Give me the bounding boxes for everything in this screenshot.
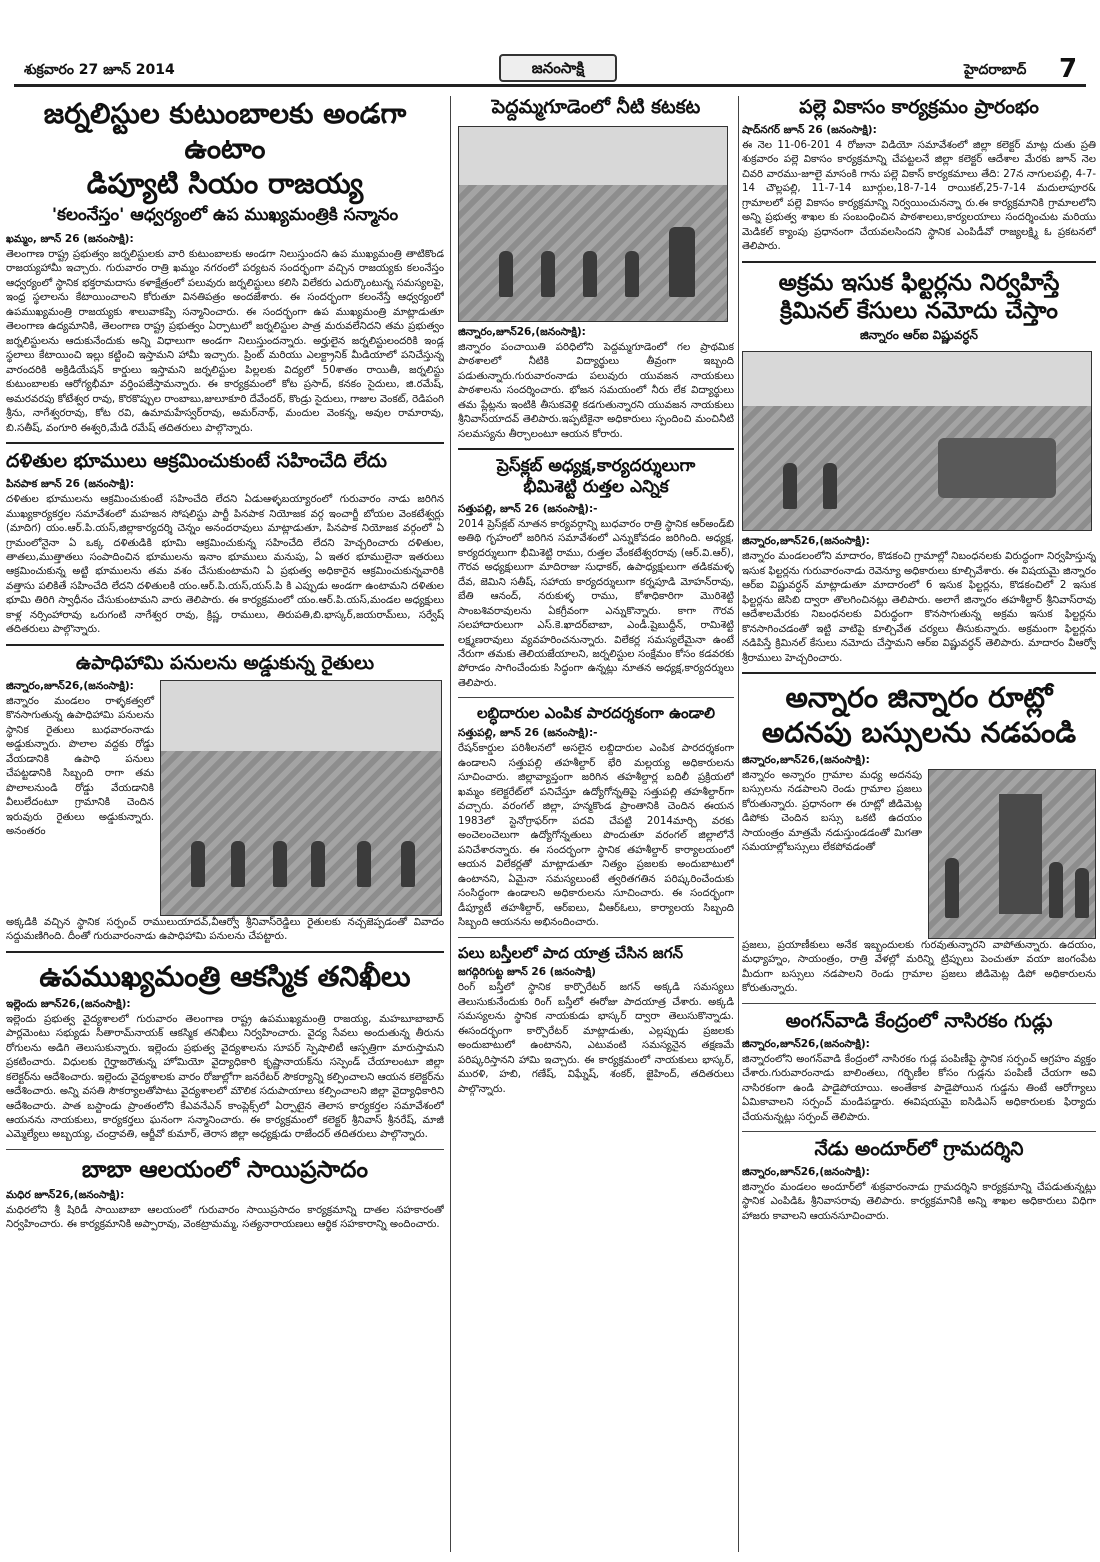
subheadline: 'కలంనేస్తం' ఆధ్వర్యంలో ఉప ముఖ్యమంత్రికి సన్మానం <box>51 205 399 225</box>
headline: భీమిశెట్టి రుత్తల ఎన్నిక <box>523 477 669 498</box>
article-sand-filters <box>742 261 1096 666</box>
dateline: సత్తుపల్లి, జూన్ 26 (జనంసాక్షి):- <box>458 727 598 740</box>
dateline: షాద్‌నగర్ జూన్ 26 (జనంసాక్షి): <box>742 123 877 136</box>
headline: ప్రెస్‌క్లబ్ అధ్యక్ష,కార్యదర్శులుగా <box>496 456 696 477</box>
article-body: అక్కడికి వచ్చిన స్థానిక సర్పంచ్ రాములుయాదవ్,వీఆర్వో శ్రీనివాస్‌రెడ్డిలు రైతులకు నచ్చజెప్పడంతో వివాదం సద్దుమణిగింది. దీంతో గురువారంనాడు ఉపాధిహామి పనులను చేపట్టారు. <box>6 916 444 943</box>
column-divider <box>450 96 451 1552</box>
headline: పెద్దమ్మగూడెంలో నీటి కటకట <box>491 96 701 118</box>
headline: ఉపాధిహామి పనులను అడ్డుకున్న రైతులు <box>75 651 375 674</box>
dateline: జిన్నారం,జూన్26,(జనంసాక్షి): <box>458 325 586 338</box>
dateline: జిన్నారం,జూన్26,(జనంసాక్షి): <box>742 1037 870 1050</box>
article-farmers-block <box>6 644 444 945</box>
field-workers-photo <box>160 680 442 916</box>
article-body: ఇల్లెందు ప్రభుత్వ వైద్యశాలలో గురువారం తెలంగాణ రాష్ట్ర ఉపముఖ్యమంత్రి రాజయ్య, మహబూబాబాద్ పార్లమెంటు సభ్యుడు సీతారామ్‌నాయక్ ఆకస్మిక తనిఖీలు నిర్వహించారు. వైద్య సేవలు అందుతున్న తీరును రోగులను అడిగి తెలుసుకున్నారు. ఇల్లెందు ప్రభుత్వ వైద్యశాలను సూపర్ స్పెషాలిటీ ఆస్పత్రిగా మారుస్తామని ప్రకటించారు. విధులకు గైర్హాజరౌతున్న హోమియో వైద్యాధికారి కృష్ణానాయక్‌ను సస్పెండ్ చేయాలంటూ జిల్లా కలెక్టర్‌ను ఆదేశించారు. ఇల్లెందు వైద్యశాలకు వారం రోజుల్లోగా జనరేటర్ సౌకర్యాన్ని కల్పించాలని ఆయన కలెక్టర్‌ను ఆదేశించారు. అన్ని వసతి సౌకర్యాలతోపాటు వైద్యశాలలో మౌలిక సదుపాయాలు కల్పించాలని జిల్లా వైద్యాధికారిని ఆదేశించారు. పాత బస్టాండు ప్రాంతంలోని కేఎవనేఎన్ కాంప్లెక్స్‌లో ఏర్పాటైన తెలాస కార్యకర్తల సమావేశంలో ఆయనను నాయకులు, కార్యకర్తలు ఘనంగా సన్మానించారు. ఈ కార్యక్రమంలో కలెక్టర్ శ్రీనివాస్ శ్రీనరేష్, మాజీ ఎమ్మెల్యేలు అబ్బయ్య, చంద్రావతి, ఆర్జీవో కుమార్, తెరాస జిల్లా అధ్యక్షుడు రాజేందర్ తదితరులు పాల్గొన్నారు. <box>6 1013 444 1141</box>
article-body: రింగ్ బస్తీలో స్థానిక కార్పొరేటర్ జగన్ అక్కడి సమస్యలు తెలుసుకునేందుకు రింగ్ బస్తీలో ఈరోజు పాదయాత్ర చేశారు. అక్కడి సమస్యలను స్థానిక నాయకుడు భాస్కర్ ద్వారా తెలుసుకొన్నాడు. ఈసందర్భంగా కార్పొరేటర్ మాట్లాడుతు, ఎల్లప్పుడు ప్రజలకు అందుబాటులో ఉంటానని, ఎటువంటి సమస్యనైన తక్షణమే పరిష్కరిస్తానని హామి ఇచ్చారు. ఈ కార్యక్రమంలో నాయకులు భాస్కర్, మురళి, హబి, గణేష్, విఘ్నేష్, శంకర్, జైహింద్, తదితరులు పాల్గొన్నారు. <box>458 982 734 1095</box>
school-water-photo <box>458 126 728 322</box>
issue-date: శుక్రవారం 27 జూన్ 2014 <box>24 62 175 78</box>
article-body: మధిరలోని శ్రీ షిరిడీ సాయిబాబా ఆలయంలో గురువారం సాయిప్రసాదం కార్యక్రమాన్ని దాతల సహకారంతో నిర్వహించారు. ఈ కార్యక్రమానికి అప్పారావు, వెంకట్రామమ్మ, సత్యనారాయణలు ఆర్థిక సహకారాన్ని అందించారు. <box>6 1204 444 1231</box>
article-jagan-padayatra <box>458 937 734 1098</box>
headline: బాబా ఆలయంలో సాయిప్రసాదం <box>81 1156 369 1183</box>
headline: అన్నారం జిన్నారం రూట్లో <box>785 681 1053 714</box>
jcb-demolition-photo <box>742 351 1092 531</box>
article-extra-buses <box>742 672 1096 997</box>
dateline: జిన్నారం,జూన్26,(జనంసాక్షి): <box>742 754 870 766</box>
headline: అదనపు బస్సులను నడపండి <box>761 716 1077 749</box>
edition-city: హైదరాబాద్ <box>964 62 1027 78</box>
headline: లబ్ధిదారుల ఎంపిక పారదర్శకంగా ఉండాలి <box>477 704 715 723</box>
article-anganwadi-eggs <box>742 1003 1096 1125</box>
dateline: సత్తుపల్లి, జూన్ 26 (జనంసాక్షి):- <box>458 502 598 515</box>
dateline: ఇల్లెందు జూన్26,(జనంసాక్షి): <box>6 997 131 1010</box>
article-dalit-lands <box>6 442 444 638</box>
column-left <box>6 96 444 1556</box>
article-body: జిన్నారం మండలంలోని మాదారం, కొడకంచి గ్రామాల్లో నిబంధనలకు విరుద్ధంగా నిర్వహిస్తున్న ఇసుక ఫిల్టర్లను గురువారంనాడు రెవెన్యూ అధికారులు కూల్చివేశారు. ఈ విషయమై జిన్నారం ఆర్‌ఐ విష్ణువర్ధన్ మాట్లాడుతూ మాదారంలో 6 ఇసుక ఫిల్టర్లను, కొడకంచిలో 2 ఇసుక ఫిల్టర్లను జెసిబి ద్వారా తొలగించినట్లు తెలిపారు. అలాగే జిన్నారం తహశీల్దార్ శ్రీనివాస్‌రావు ఆదేశాలమేరకు నిబంధనలకు విరుద్ధంగా కొనసాగుతున్న అక్రమ ఇసుక ఫిల్టర్లను కొనసాగించడంతో ఇట్టి వాటిపై కూల్చివేత చర్యలు తీసుకున్నారు. అక్రమంగా ఫిల్టర్లను నడిపిస్తే క్రిమినల్ కేసులు నమోదు చేస్తామని ఆర్‌ఐ విష్ణువర్ధన్ తెలిపారు. మాదారం వీఆర్వో శ్రీరాములు హెచ్చరించారు. <box>742 551 1096 664</box>
byline: జిన్నారం ఆర్‌ఐ విష్ణువర్ధన్ <box>860 328 978 343</box>
headline: క్రిమినల్ కేసులు నమోదు చేస్తాం <box>780 298 1058 325</box>
article-body: జిన్నారం పంచాయితి పరిధిలోని పెద్దమ్మగూడెంలో గల ప్రాథమిక పాఠశాలలో నీటికి విద్యార్థులు తీవ్రంగా ఇబ్బంది పడుతున్నారు.గురువారంనాడు పలువురు యువజన నాయకులు పాఠశాలను సందర్శించారు. భోజన సమయంలో నీరు లేక విద్యార్థులు తమ ప్లేట్లను ఇంటికి తీసుకవెళ్లి కడగుతున్నారని యువజన నాయకులు శ్రీనివాస్‌యాదవ్ తెలిపారు.ఇప్పటికైనా అధికారులు స్పందించి మంచినీటి సలమస్యను తీర్చాలంటూ ఆయన కోరారు. <box>458 341 734 440</box>
headline: డిప్యూటి సియం రాజయ్య <box>86 167 364 200</box>
article-water-shortage <box>458 96 734 442</box>
headline: పలు బస్తీలలో పాద యాత్ర చేసిన జగన్ <box>458 943 683 962</box>
article-journalists <box>6 96 444 436</box>
article-body: తెలంగాణ రాష్ట్ర ప్రభుత్వం జర్నలిస్టులకు వారి కుటుంబాలకు అండగా నిలుస్తుందని ఉప ముఖ్యమంత్రి తాటికొండ రాజయ్యహామీ ఇచ్చారు. గురువారం రాత్రి ఖమ్మం నగరంలో పర్యటన సందర్భంగా వచ్చిన రాజయ్యకు కలంనేస్తం ఆధ్వర్యంలో స్థానిక భక్తరామదాసు కళాక్షేత్రంలో పలువురు జర్నలిస్టులు కలిసి విలేకరు ఎదుర్కొంటున్న సమస్యలపై, ఇంధ్ర స్థలాలను కేటాయించాలని కోరుతూ వినతిపత్రం అందజేశారు. ఈ సందర్భంగా కలంనేస్తే ఆధ్వర్యంలో ఉపముఖ్యమంత్రి రాజయ్యకు శాలువాకప్పి సన్మానించారు. ఈ సందర్భంగా ఉప ముఖ్యమంత్రి మాట్లాడుతూ తెలంగాణ ఉద్యమానికి, తెలంగాణ రాష్ట్ర ప్రభుత్వం ఏర్పాటులో జర్నలిస్టుల పాత్ర మరువలేనిదని తమ ప్రభుత్వం జర్నలిస్టులను ఆదుకునేందుకు అన్ని విధాలుగా అండగా నిలుస్తుందన్నారు. అర్హులైన జర్నలిస్టులందరికి ఇండ్ల స్థలాలు కేటాయించి ఇల్లు కట్టించి ఇస్తామని హామీ ఇచ్చారు. ప్రింట్ మరియు ఎలక్ట్రానిక్ మీడియాలో పనిచేస్తున్న వారందరికి అక్రిడియేషన్ కార్డులు ఇస్తామని జర్నలిస్టుల పిల్లలకు విద్యలో 50శాతం రాయితీ, జర్నలిస్టు కుటుంబాలకు ఆరోగ్యభీమా వర్తింపజేస్తామన్నారు. ఈ కార్యక్రమంలో కోట ప్రసాద్, కనకం సైదులు, జి.రమేష్, అమరవరపు కోటేశ్వర రావు, కొరకొప్పుల రాంబాబు,జులూకూరి దేవేందర్, కొండ్రు సైదులు, గాజుల వెంకట్, రెడిపంగి శ్రీను, నాగేశ్వరరావు, కోట రవి, ఉమామహేస్వర్‌రావు, అమర్‌నాథ్, మందుల వెంకన్న, అవుల రామారావు, బి.సతీష్, వంగూరి ఈశ్వరి,మేడి రమేష్ తదితరులు పాల్గొన్నారు. <box>6 249 444 434</box>
article-beneficiaries <box>458 697 734 930</box>
article-body: జిన్నారం మండలం అందూర్‌లో శుక్రవారంనాడు గ్రామదర్శిని కార్యక్రమాన్ని చేపడుతున్నట్లు స్థానిక ఎంపిడిఓ శ్రీనివాసరావు తెలిపారు. కార్యక్రమానికి అన్ని శాఖల అధికారులు విధిగా హాజరు కావాలని ఆయనసూచించారు. <box>742 1181 1096 1222</box>
masthead-rule <box>14 84 1086 87</box>
headline: అక్రమ ఇసుక ఫిల్టర్లను నిర్వహిస్తే <box>778 269 1060 296</box>
dateline: జిన్నారం,జూన్26,(జనంసాక్షి): <box>6 679 134 692</box>
newspaper-logo: జనంసాక్షి <box>499 54 617 82</box>
column-divider <box>738 96 739 1552</box>
dateline: జిన్నారం,జూన్26,(జనంసాక్షి): <box>742 535 870 548</box>
article-deputy-cm-inspection <box>6 951 444 1143</box>
headline: నేడు అందూర్‌లో గ్రామదర్శిని <box>814 1138 1024 1161</box>
villagers-photo <box>928 769 1096 939</box>
headline: జర్నలిస్టుల కుటుంబాలకు అండగా ఉంటాం <box>43 97 407 165</box>
dateline: పినపాక జూన్ 26 (జనంసాక్షి): <box>6 478 135 491</box>
dateline: మధిర జూన్26,(జనంసాక్షి): <box>6 1188 125 1201</box>
dateline: ఖమ్మం, జూన్ 26 (జనంసాక్షి): <box>6 233 134 245</box>
article-palle-vikasam <box>742 96 1096 255</box>
article-body: జిన్నారం మండలం రాళ్ళకత్వలో కొనసాగుతున్న ఉపాధిహామి పనులను స్థానిక రైతులు బుధవారంనాడు అడ్డుకున్నారు. పొలాల వద్దకు రోడ్డు వేయడానికి ఉపాధి పనులు చేపట్టడానికి సిబ్బంది రాగా తమ పొలాలనుండి రోడ్డు వేయడానికి వీలులేదంటూ గ్రామానికి చెందిన ఇరువురు రైతులు అడ్డుకున్నారు. అనంతరం <box>6 695 154 837</box>
article-body: ప్రజలు, ప్రయాణీకులు అనేక ఇబ్బందులకు గురవుతున్నారని వాపోతున్నారు. ఉదయం, మధ్యాహ్నం, సాయంత్రం, రాత్రి వేళల్లో మరిన్ని ట్రిప్పులు పెంచుతూ వయా జంగంపేట మీదుగా బస్సులు నడపాలని రెండు గ్రామాల ప్రజలు జీడిమెట్ల డిపో అధికారులను కోరుతున్నారు. <box>742 940 1096 995</box>
headline: అంగన్‌వాడి కేంద్రంలో నాసిరకం గుడ్లు <box>785 1009 1053 1032</box>
page-number: 7 <box>1059 54 1078 84</box>
article-body: జిన్నారంలోని అంగన్‌వాడి కేంద్రంలో నాసిరకం గుడ్ల పంపిణీపై స్థానిక సర్పంచ్ ఆగ్రహం వ్యక్తం చేశారు.గురువారంనాడు బాలింతలు, గర్భిణీల కోసం గుడ్లను పంపిణీ చేయగా అవి నాసిరకంగా ఉండి పాడైపోయాయి. అంతేకాక పాడైపోయిన గుడ్డను తింటే ఆరోగ్యాలు ఏమికావాలని సర్పంచ్ మండిపడ్డారు. ఈవిషయమై ఐసిడిఎస్ అధికారులకు ఫిర్యాదు చేయనున్నట్లు సర్పంచ్ తెలిపారు. <box>742 1053 1096 1123</box>
article-baba-temple <box>6 1149 444 1233</box>
dateline: జగద్గిరిగుట్ట జూన్ 26 (జనంసాక్షి) <box>458 966 596 979</box>
article-body: జిన్నారం అన్నారం గ్రామాల మధ్య అదనపు బస్సులను నడపాలని రెండు గ్రామాల ప్రజలు కోరుతున్నారు. ప్రధానంగా ఈ రూట్లో జీడిమెట్ల డిపోకు చెందిన బస్సు ఒకటి ఉదయం సాయంత్రం మాత్రమే నడుస్తుండడంతో మిగతా సమయాల్లోబస్సులు లేకపోవడంతో <box>742 770 922 854</box>
headline: ఉపముఖ్యమంత్రి ఆకస్మిక తనిఖీలు <box>39 959 411 993</box>
column-right <box>742 96 1096 1556</box>
article-gramadarshini <box>742 1131 1096 1224</box>
headline: పల్లె వికాసం కార్యక్రమం ప్రారంభం <box>799 96 1039 118</box>
article-body: రేషన్‌కార్డుల పరిశీలనలో అసలైన లబ్దిదారుల ఎంపిక పారదర్శకంగా ఉండాలని సత్తుపల్లి తహశీల్దార్ భేరి మల్లయ్య అధికారులను సూచించారు. జిల్లావ్యాప్తంగా జరిగిన తహశీల్దార్ల బదిలీ ప్రక్రియలో ఖమ్మం కలెక్టరేట్‌లో పనిచేస్తూ ఉద్యోగోన్నతిపై సత్తుపల్లి తహశీల్దార్‌గా వచ్చారు. వరంగల్ జిల్లా, హన్మకొండ ప్రాంతానికి చెందిన ఈయన 1983లో స్టెనోగ్రాఫర్‌గా పదవి చేపట్టి 2014మార్చి వరకు అంచెలంచెలుగా ఉద్యోగోన్నతులు పొందుతూ వరంగల్ జిల్లాలోనే పనిచేశారన్నారు. ఈ సందర్భంగా స్థానిక తహశీల్దార్ కార్యాలయంలో ఆయన విలేకర్లతో మాట్లాడుతూ నిత్యం ప్రజలకు అందుబాటులో ఉంటానని, ఏమైనా సమస్యలుంటే త్వరితగతిన పరిష్కరించేందుకు సంసిద్ధంగా ఉండాలని అధికారులను సూచించారు. ఈ సందర్భంగా డీప్యూటీ తహశీల్దార్, ఆర్‌ఐలు, వీఆర్‌ఓలు, కార్యాలయ సిబ్బంది సిబ్బంది ఆయనను అభినందించారు. <box>458 743 734 929</box>
column-middle <box>458 96 734 1556</box>
article-press-club <box>458 448 734 691</box>
masthead <box>14 54 1086 88</box>
article-body: 2014 ప్రెస్‌క్లబ్ నూతన కార్యవర్గాన్ని బుధవారం రాత్రి స్థానిక ఆర్‌అండ్‌బి అతిథి గృహంలో జరిగిన సమావేశంలో ఎన్నుకోవడం జరిగింది. అధ్యక్ష, కార్యదర్శులుగా భీమిశెట్టి రాము, రుత్తల వేంకటేశ్వరరావు (ఆర్.వి.ఆర్), గౌరవ అధ్యక్షులుగా మాదిరాజు సుధాకర్, ఉపాధ్యక్షులుగా తడికమళ్ళ దేవ, జెమిని సతీష్, సహాయ కార్యదర్శులుగా కర్నపూడి మోహన్‌రావు, బేతి ఆనంద్, నరుకుళ్ళ రాము, కోశాధికారిగా మొరిశెట్టి సాంబశివరావులను ఏకగ్రీవంగా ఎన్నుకొన్నారు. కాగా గౌరవ సలహాదారులుగా ఎస్.కె.ఖాదర్‌బాబా, ఎండీ.షైబుద్దీన్, రామిశెట్టి లక్ష్మణరావులు వ్యవహరించనున్నారు. విలేకర్ల సమస్యలేమైనా ఉంటే నేరుగా తమకు తెలియజేయాలని, జర్నలిస్టుల సంక్షేమం కోసం కడవరకు పోరాడం సాగించేందుకు సిద్ధంగా ఉన్నట్లు నూతన అధ్యక్ష,కార్యదర్శులు తెలిపారు. <box>458 518 734 689</box>
article-body: ఈ నెల 11-06-201 4 రోజునా విడియో సమావేశంలో జిల్లా కలెక్టర్ మాట్ల దుతు ప్రతి శుక్రవారం పల్లె వికాసం కార్యక్రమాన్ని చేపట్టలనే జిల్లా కలెక్టర్ ఆదేశాల మేరకు జూన్ నెల చివరి వారము-జూలై మాసంకి గాను పల్లె వికాస్ కార్యకమాలు తేది: 27న నాగులపల్లి, 4-7-14 చౌల్లపల్లి, 11-7-14 బూర్గుల,18-7-14 రాయికల్,25-7-14 మదులాపూర& గ్రామాలలో పల్లె వికాసం కార్యక్రమాన్ని నిర్వయించునన్నా రు.ఈ కార్యక్రమానికి గ్రామాలలోని అన్ని ప్రభుత్వ శాఖల కు సంబంధించిన పాఠశాలలు,కార్యలయాలు సందర్శించుట మరియు మెడికల్ క్యాంపు ప్రధానంగా చేయవలసిందని స్థానిక ఎంపిడీవో రాజ్యలక్ష్మి ఓ ప్రకటనలో తెలిపారు. <box>742 139 1096 253</box>
headline: దళితుల భూములు ఆక్రమించుకుంటే సహించేది లేదు <box>6 450 387 473</box>
article-body: దళితుల భూములను ఆక్రమించుకుంటే సహించేది లేదని ఏడుఆళ్ళబయ్యారంలో గురువారం నాడు జరిగిన ముఖ్యకార్యకర్తల సమావేశంలో మహజన సోషలిస్టు పార్టీ పినపాక నియోజక వర్గ ఇంచార్జీ బోయల వెంకటేశ్వర్లు (మాదిగ) యం.ఆర్.పి.యస్,జిల్లాకార్యదర్శి చెన్నం అనందరావులు మాట్లాడుతూ, పినపాక నియోజక వర్గంలో ఏ గ్రామంలోనైనా ఏ ఒక్క దళితుడికి భూమి ఆక్రమించుకున్న సహించేది లేదని హెచ్చరించారు దళితుల, తాతలు,ముత్తాతలు సంపాదించిన భూములను ఇనాం భూములు మనుపు, ఏ ఇతర భూములైనా ఇతరులు ఆక్రమించుకున్న అట్టి భూములను తమ వశం చేసుకుంటామని ఏ ప్రభుత్వ అధికారైన ఆక్రమించుకున్నవారికి వత్తాసు పలికితే సహించేది లేదని దళితులకి యం.ఆర్.పి.యస్,యస్.పి కి ఎప్పుడు అండగా ఉంటామని దళితుల భూమి తిరిగి స్వాధీనం చేసుకుంటామని వారు తెలిపారు. ఈ కార్యక్రమంలో యం.ఆర్.పి.యస్,మండల అధ్యక్షులు కాళ్ల నర్సింహారావు ఒరుగంటి నాగేశ్వర రావు, క్రిష్ణ, రాములు, తిరుపతి,బి.భాస్కర్,జయరామ్‌లు, సర్వేష్ తదితరులు పాల్గొన్నారు. <box>6 494 444 636</box>
dateline: జిన్నారం,జూన్26,(జనంసాక్షి): <box>742 1165 870 1178</box>
